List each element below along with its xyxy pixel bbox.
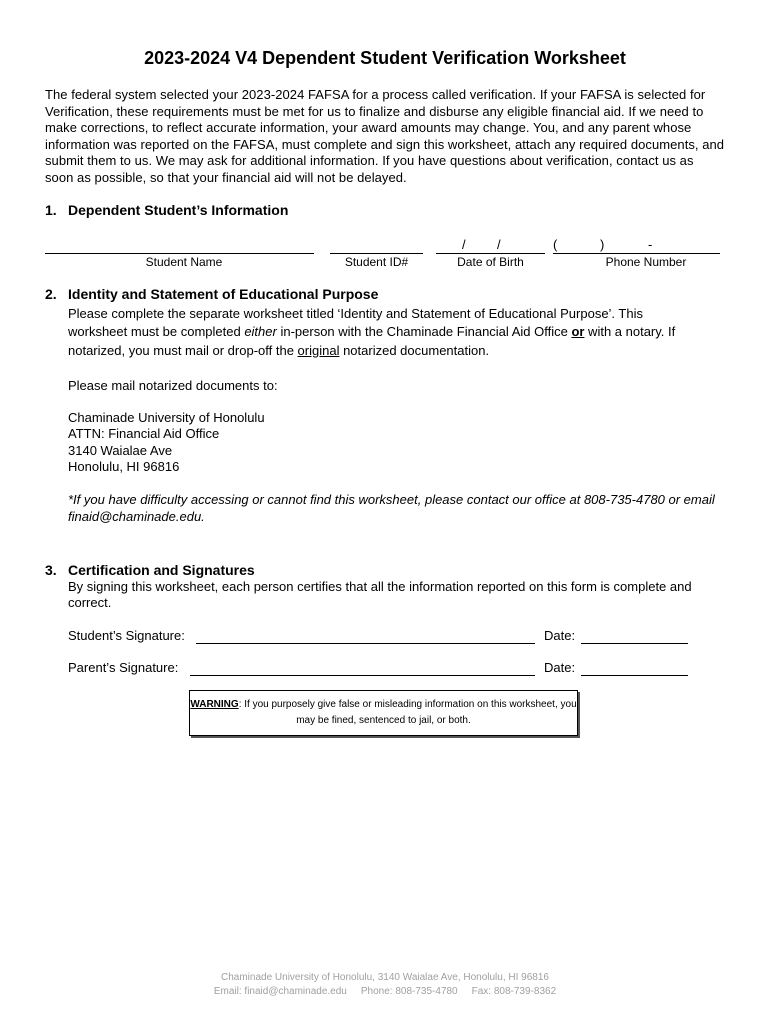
address-line: ATTN: Financial Aid Office [68, 426, 220, 442]
certification-text: By signing this worksheet, each person certifies that all the information reported on this form is complete and correct. [68, 579, 692, 611]
text-run: with a notary. If [584, 324, 676, 340]
footer-fax: Fax: 808-739-8362 [471, 986, 557, 997]
parent-date-label: Date: [544, 660, 576, 675]
student-date-label: Date: [544, 628, 576, 643]
student-signature-field[interactable] [196, 643, 535, 644]
student-name-field[interactable] [45, 253, 314, 254]
contact-note: *If you have difficulty accessing or cannot find this worksheet, please contact our office at 808-735-4780 or email finaid@chaminade.edu. [68, 492, 715, 524]
phone-number-field[interactable] [553, 253, 720, 254]
date-of-birth-field[interactable] [436, 253, 545, 254]
section-title: Certification and Signatures [68, 562, 255, 578]
section-1-heading [45, 202, 288, 218]
warning-text: : If you purposely give false or misleading information on this worksheet, you may be fined, sentenced to jail, or both. [238, 699, 577, 726]
emphasis-original: original [297, 342, 340, 358]
section-title: Identity and Statement of Educational Purpose [68, 286, 379, 302]
paragraph-line [68, 323, 675, 341]
warning-box [189, 690, 578, 736]
parent-signature-field[interactable] [190, 675, 535, 676]
section-number: 2. [45, 286, 57, 302]
student-name-label: Student Name [145, 255, 223, 269]
section-number: 3. [45, 562, 57, 578]
student-date-field[interactable] [581, 643, 688, 644]
phone-dash: - [648, 237, 653, 252]
emphasis-or: or [571, 324, 585, 340]
section-title: Dependent Student’s Information [68, 202, 289, 218]
dob-separator: / [462, 237, 466, 252]
phone-number-label: Phone Number [605, 255, 687, 269]
section-number: 1. [45, 202, 57, 218]
parent-date-field[interactable] [581, 675, 688, 676]
identity-paragraph [68, 305, 675, 360]
text-run: notarized documentation. [339, 342, 490, 358]
section-2-heading [45, 286, 378, 302]
address-line: 3140 Waialae Ave [68, 442, 173, 458]
footer [0, 971, 770, 999]
emphasis-either: either [244, 324, 277, 340]
text-run: notarized, you must mail or drop-off the [68, 342, 298, 358]
text-run: in-person with the Chaminade Financial Aid Office [276, 324, 572, 340]
student-signature-label: Student’s Signature: [68, 628, 185, 643]
phone-area-open: ( [553, 237, 558, 252]
address-line: Chaminade University of Honolulu [68, 410, 265, 425]
address-line: Honolulu, HI 96816 [68, 459, 180, 475]
intro-paragraph: The federal system selected your 2023-2024 FAFSA for a process called verification. If your FAFSA is selected for Verification, these requirements must be met for us to finalize and disburse any eligible financial aid. If we need to make corrections, to reflect accurate information, your award amounts may change. You, and any parent whose information was reported on the FAFSA, must complete and sign this worksheet, attach any required documents, and submit them to us. We may ask for additional information. If you have questions about verification, contact us as soon as possible, so that your financial aid will not be delayed. [45, 87, 725, 185]
paragraph-line: Please complete the separate worksheet titled ‘Identity and Statement of Educational Purpose’. This [68, 306, 643, 321]
text-run: worksheet must be completed [68, 324, 245, 340]
footer-email: Email: finaid@chaminade.edu [213, 986, 347, 997]
parent-signature-label: Parent’s Signature: [68, 660, 179, 675]
student-id-label: Student ID# [344, 255, 409, 269]
section-3-heading [45, 562, 255, 578]
warning-label: WARNING [190, 699, 239, 710]
footer-phone: Phone: 808-735-4780 [360, 986, 458, 997]
paragraph-line [68, 342, 675, 360]
footer-address: Chaminade University of Honolulu, 3140 Waialae Ave, Honolulu, HI 96816 [221, 972, 549, 983]
student-id-field[interactable] [330, 253, 423, 254]
phone-area-close: ) [600, 237, 605, 252]
page-title: 2023-2024 V4 Dependent Student Verification Worksheet [144, 48, 626, 68]
mail-intro: Please mail notarized documents to: [68, 378, 278, 393]
dob-separator: / [497, 237, 501, 252]
date-of-birth-label: Date of Birth [457, 255, 524, 269]
footer-contact [0, 985, 770, 999]
mailing-address [68, 410, 265, 476]
